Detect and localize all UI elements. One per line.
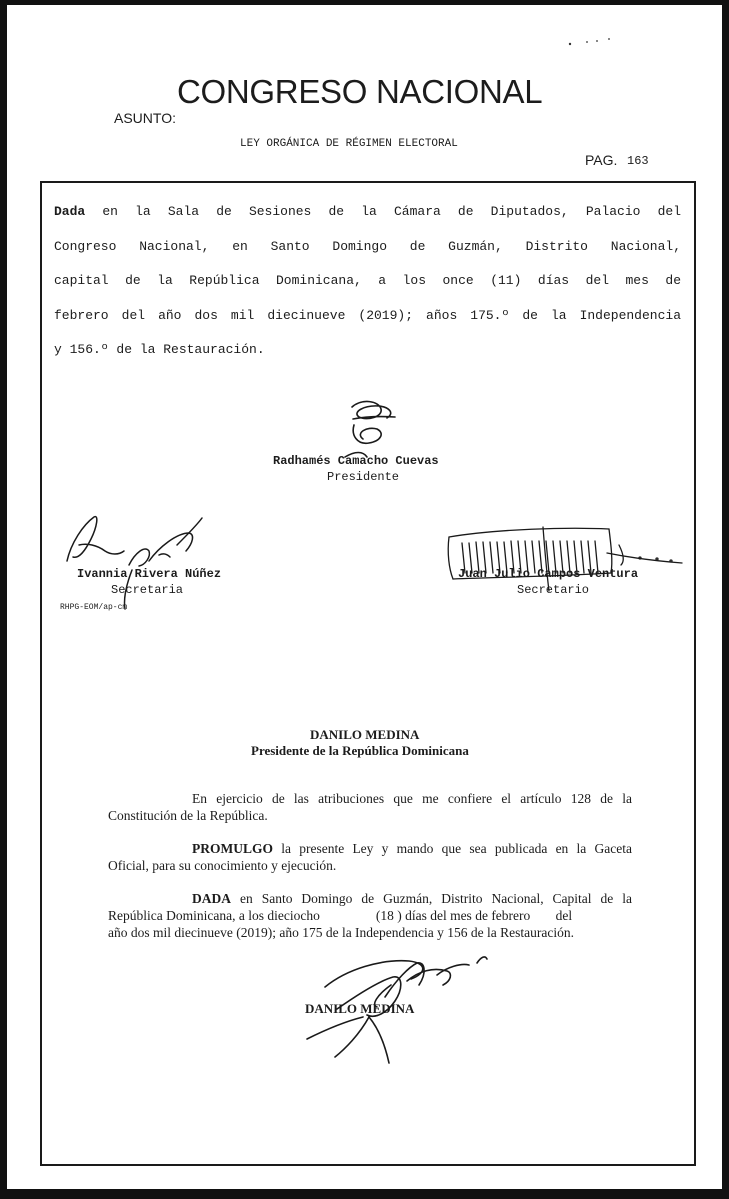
secretary2-name: Juan Julio Campos Ventura: [458, 567, 639, 581]
promulgator-name: DANILO MEDINA: [310, 727, 420, 742]
stray-marks: [569, 38, 610, 45]
promulgation-paragraph-3: DADA en Santo Domingo de Guzmán, Distrito Nacional, Capital de la República Dominicana, a los dieciocho (18 ) días del mes de febrero del año dos mil diecinueve (2019); año 175 de la Independencia y 156 de la Restauración.: [108, 891, 632, 940]
chamber-line-4: febrero del año dos mil diecinueve (2019); años 175.º de la Independencia: [54, 307, 681, 323]
page-number: 163: [627, 154, 649, 168]
asunto-label: ASUNTO:: [114, 110, 176, 126]
chamber-line-5: y 156.º de la Restauración.: [54, 342, 265, 357]
president-name: Radhamés Camacho Cuevas: [273, 454, 439, 468]
chamber-line-1: Dada en la Sala de Sesiones de la Cámara de Diputados, Palacio del: [54, 204, 681, 219]
institution-title: CONGRESO NACIONAL: [177, 73, 543, 110]
chamber-paragraph: [54, 195, 681, 368]
document-page: [7, 5, 722, 1189]
month-word: febrero: [491, 908, 531, 923]
promulgation-paragraph-1: En ejercicio de las atribuciones que me confiere el artículo 128 de la Constitución de la República.: [108, 791, 632, 823]
date-line: República Dominicana, a los dieciocho (18 ) días del mes de febrero del: [108, 908, 573, 923]
day-word: dieciocho: [267, 908, 320, 923]
dada-lead: DADA: [192, 891, 231, 906]
signature-name: DANILO MEDINA: [305, 1001, 415, 1016]
secretary1-name: Ivannia Rivera Núñez: [77, 567, 222, 581]
promulgation-paragraph-2: PROMULGO la presente Ley y mando que sea publicada en la Gaceta Oficial, para su conocimiento y ejecución.: [108, 841, 632, 873]
secretary1-role: Secretaria: [111, 583, 184, 597]
promulgator-title: Presidente de la República Dominicana: [251, 743, 469, 758]
law-title: LEY ORGÁNICA DE RÉGIMEN ELECTORAL: [240, 138, 458, 150]
president-role: Presidente: [327, 470, 400, 484]
chamber-lead: Dada: [54, 204, 86, 219]
chamber-line-3: capital de la República Dominicana, a los once (11) días del mes de: [54, 273, 681, 288]
secretary2-role: Secretario: [517, 583, 590, 597]
promulgo-lead: PROMULGO: [192, 841, 273, 856]
day-number: (18 ): [375, 908, 402, 923]
page-label: PAG.: [585, 152, 618, 168]
reference-initials: RHPG-EOM/ap-cm: [60, 603, 128, 612]
chamber-line-2: Congreso Nacional, en Santo Domingo de Guzmán, Distrito Nacional,: [54, 238, 681, 254]
